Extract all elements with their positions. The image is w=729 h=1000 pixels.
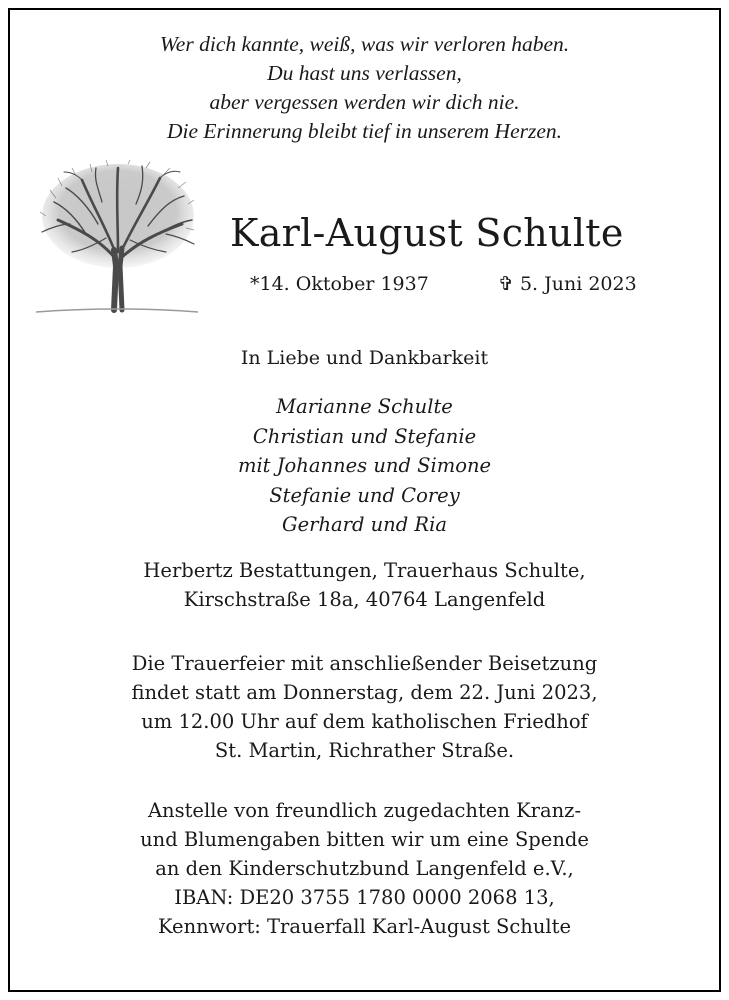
poem-line: Die Erinnerung bleibt tief in unserem Herzen. bbox=[166, 119, 563, 143]
family-member: Stefanie und Corey bbox=[269, 483, 460, 507]
family-member: Marianne Schulte bbox=[276, 395, 453, 418]
donation-line: Anstelle von freundlich zugedachten Kranz- bbox=[147, 799, 582, 822]
birth-date: *14. Oktober 1937 bbox=[250, 273, 429, 295]
poem-line: aber vergessen werden wir dich nie. bbox=[209, 90, 520, 114]
donation-line: Kennwort: Trauerfall Karl-August Schulte bbox=[157, 915, 572, 938]
service-line: Die Trauerfeier mit anschließender Beisetzung bbox=[131, 652, 598, 675]
service-line: findet statt am Donnerstag, dem 22. Juni 2023, bbox=[131, 681, 598, 704]
family-member: mit Johannes und Simone bbox=[237, 454, 492, 477]
family-list bbox=[10, 392, 719, 540]
service-line: St. Martin, Richrather Straße. bbox=[214, 739, 515, 762]
deceased-name: Karl-August Schulte bbox=[230, 211, 624, 255]
poem-line: Wer dich kannte, weiß, was wir verloren haben. bbox=[159, 32, 570, 56]
family-member: Gerhard und Ria bbox=[282, 513, 447, 536]
thanks-line: In Liebe und Dankbarkeit bbox=[240, 347, 489, 369]
tree-icon bbox=[36, 158, 198, 318]
service-line: um 12.00 Uhr auf dem katholischen Friedhof bbox=[141, 710, 588, 733]
undertaker-line: Kirschstraße 18a, 40764 Langenfeld bbox=[183, 588, 546, 611]
donation-line: und Blumengaben bitten wir um eine Spende bbox=[140, 828, 589, 851]
poem-line: Du hast uns verlassen, bbox=[267, 61, 462, 85]
obituary-notice bbox=[8, 8, 721, 992]
donation-line: an den Kinderschutzbund Langenfeld e.V., bbox=[155, 857, 574, 880]
donation-info bbox=[10, 796, 719, 941]
funeral-service-info bbox=[10, 649, 719, 765]
memorial-poem bbox=[10, 30, 719, 146]
donation-line: IBAN: DE20 3755 1780 0000 2068 13, bbox=[174, 886, 555, 909]
undertaker-info bbox=[10, 556, 719, 614]
undertaker-line: Herbertz Bestattungen, Trauerhaus Schulte, bbox=[143, 559, 586, 582]
death-date: ✞ 5. Juni 2023 bbox=[498, 273, 637, 295]
family-member: Christian und Stefanie bbox=[252, 424, 477, 448]
